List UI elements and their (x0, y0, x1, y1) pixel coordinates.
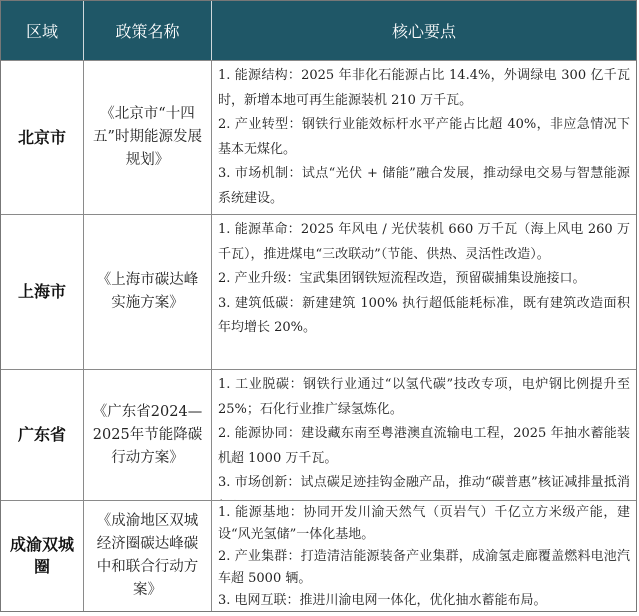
point-item: 1. 能源结构：2025 年非化石能源占比 14.4%，外调绿电 300 亿千瓦时，新增本地可再生能源装机 210 万千瓦。 (218, 68, 630, 108)
point-item: 1. 能源基地：协同开发川渝天然气（页岩气）千亿立方米级产能，建设“风光氢储”一体化基地。 (218, 505, 630, 542)
point-item: 3. 建筑低碳：新建建筑 100% 执行超低能耗标准，既有建筑改造面积年均增长 20%。 (218, 295, 630, 335)
point-item: 1. 工业脱碳：钢铁行业通过“以氢代碳”技改专项，电炉钢比例提升至 25%；石化行业推广绿氢炼化。 (218, 377, 630, 417)
point-item: 3. 电网互联：推进川渝电网一体化，优化抽水蓄能布局。 (218, 593, 547, 608)
points-cell (212, 215, 636, 369)
policy-cell: 《上海市碳达峰实施方案》 (84, 215, 212, 369)
region-cell: 成渝双城圈 (1, 501, 84, 611)
policy-cell: 《成渝地区双城经济圈碳达峰碳中和联合行动方案》 (84, 501, 212, 611)
point-item: 2. 产业升级：宝武集团钢铁短流程改造，预留碳捕集设施接口。 (218, 271, 586, 286)
points-cell (212, 61, 636, 214)
point-item: 3. 市场机制：试点“光伏 + 储能”融合发展，推动绿电交易与智慧能源系统建设。 (218, 166, 630, 206)
policy-cell: 《北京市“十四五”时期能源发展规划》 (84, 61, 212, 214)
table-row (1, 500, 636, 611)
point-item: 3. 市场创新：试点碳足迹挂钩金融产品，推动“碳普惠”核证减排量抵消 (218, 475, 630, 490)
header-points: 核心要点 (391, 22, 456, 41)
table-row (1, 60, 636, 214)
table-row (1, 214, 636, 369)
header-region: 区域 (1, 1, 84, 60)
point-item: 2. 能源协同：建设藏东南至粤港澳直流输电工程，2025 年抽水蓄能装机超 1000 万千瓦。 (218, 426, 630, 466)
policy-cell: 《广东省2024—2025年节能降碳行动方案》 (84, 370, 212, 500)
point-item: 1. 能源革命：2025 年风电 / 光伏装机 660 万千瓦（海上风电 260 万千瓦），推进煤电“三改联动”（节能、供热、灵活性改造）。 (218, 222, 630, 262)
points-cell (212, 370, 636, 500)
header-policy: 政策名称 (84, 1, 212, 60)
table-row (1, 369, 636, 500)
point-item: 2. 产业集群：打造清洁能源装备产业集群，成渝氢走廊覆盖燃料电池汽车超 5000 辆。 (218, 549, 630, 586)
region-cell: 广东省 (1, 370, 84, 500)
point-item: 2. 产业转型：钢铁行业能效标杆水平产能占比超 40%，非应急情况下基本无煤化。 (218, 117, 630, 157)
region-cell: 上海市 (1, 215, 84, 369)
points-cell (212, 501, 636, 611)
region-cell: 北京市 (1, 61, 84, 214)
table-header (1, 1, 636, 60)
